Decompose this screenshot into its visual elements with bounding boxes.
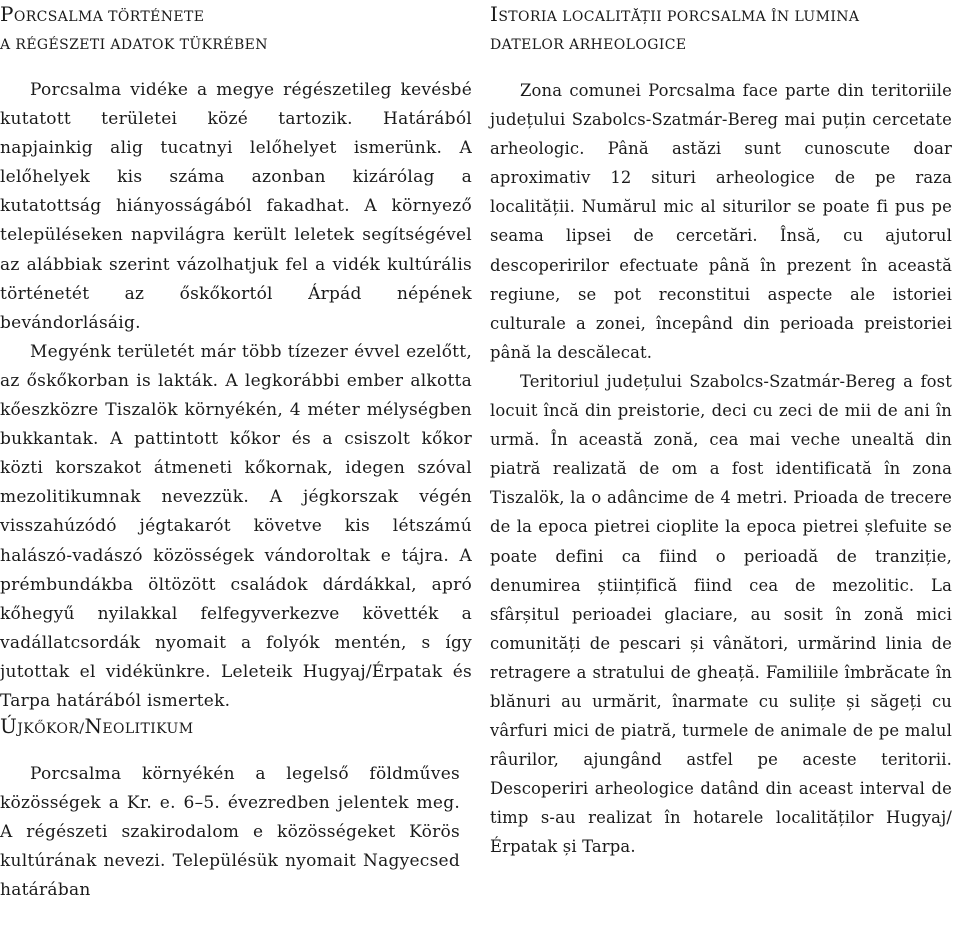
romanian-body — [490, 76, 952, 862]
hungarian-heading-line-2: A RÉGÉSZETI ADATOK TÜKRÉBEN — [0, 37, 268, 53]
hungarian-body — [0, 76, 472, 716]
neolithic-paragraph: Porcsalma környékén a legelső földműves közösségek a Kr. e. 6–5. évezredben jelentek meg. A régészeti szakirodalom e közösségeket Körös kultúrának nevezi. Településük nyomait Nagyecsed határában — [0, 764, 460, 901]
neolithic-section-heading: ÚJKŐKOR/NEOLITIKUM — [0, 714, 194, 738]
hungarian-heading — [0, 0, 268, 59]
hungarian-heading-line-1: PORCSALMA TÖRTÉNETE — [0, 2, 205, 26]
romanian-paragraph-1: Zona comunei Porcsalma face parte din teritoriile județului Szabolcs-Szatmár-Bereg mai puțin cercetate arheologic. Până astăzi sunt cunoscute doar aproximativ 12 situri arheologice de pe raza localității. Numărul mic al siturilor se poate fi pus pe seama lipsei de cercetări. Însă, cu ajutorul descoperirilor efectuate până în prezent în această regiune, se pot reconstitui aspecte ale istoriei culturale a zonei, începând din perioada preistoriei până la descălecat. — [490, 81, 952, 362]
romanian-heading — [490, 0, 859, 59]
romanian-heading-line-2: DATELOR ARHEOLOGICE — [490, 37, 687, 53]
neolithic-section-body — [0, 760, 460, 905]
romanian-heading-line-1: ISTORIA LOCALITĂȚII PORCSALMA ÎN LUMINA — [490, 2, 860, 26]
romanian-paragraph-2: Teritoriul județului Szabolcs-Szatmár-Bereg a fost locuit încă din preistorie, deci cu zeci de mii de ani în urmă. În această zonă, cea mai veche unealtă din piatră realizată de om a fost identificată în zona Tiszalök, la o adâncime de 4 metri. Prioada de trecere de la epoca pietrei cioplite la epoca pietrei șlefuite se poate defini ca fiind o perioadă de tranziție, denumirea științifică fiind cea de mezolitic. La sfârșitul perioadei glaciare, au sosit în zonă mici comunități de pescari și vânători, urmărind linia de retragere a stratului de gheață. Familiile îmbrăcate în blănuri au urmărit, înarmate cu sulițe și săgeți cu vârfuri mici de piatră, turmele de animale de pe malul râurilor, ajungând astfel pe aceste teritorii. Descoperiri arheologice datând din aceast interval de timp s-au realizat în hotarele localităților Hugyaj/Érpatak și Tarpa. — [490, 371, 952, 857]
hungarian-paragraph-2: Megyénk területét már több tízezer évvel ezelőtt, az őskőkorban is lakták. A legkorábbi ember alkotta kőeszközre Tiszalök környékén, 4 méter mélységben bukkantak. A pattintott kőkor és a csiszolt kőkor közti korszakot átmeneti kőkornak, idegen szóval mezolitikumnak nevezzük. A jégkorszak végén visszahúzódó jégtakarót követve kis létszámú halászó-vadászó közösségek vándoroltak e tájra. A prémbundákba öltözött családok dárdákkal, apró kőhegyű nyilakkal felfegyverkezve követték a vadállatcsordák nyomait a folyók mentén, s így jutottak el vidékünkre. Leleteik Hugyaj/Érpatak és Tarpa határából ismertek. — [0, 341, 472, 711]
hungarian-paragraph-1: Porcsalma vidéke a megye régészetileg kevésbé kutatott területei közé tartozik. Határából napjainkig alig tucatnyi lelőhelyet ismerünk. A lelőhelyek kis száma azonban kizárólag a kutatottság hiányosságából fakadhat. A környező településeken napvilágra került leletek segítségével az alábbiak szerint vázolhatjuk fel a vidék kultúrális történetét az őskőkortól Árpád népének bevándorlásáig. — [0, 80, 472, 333]
